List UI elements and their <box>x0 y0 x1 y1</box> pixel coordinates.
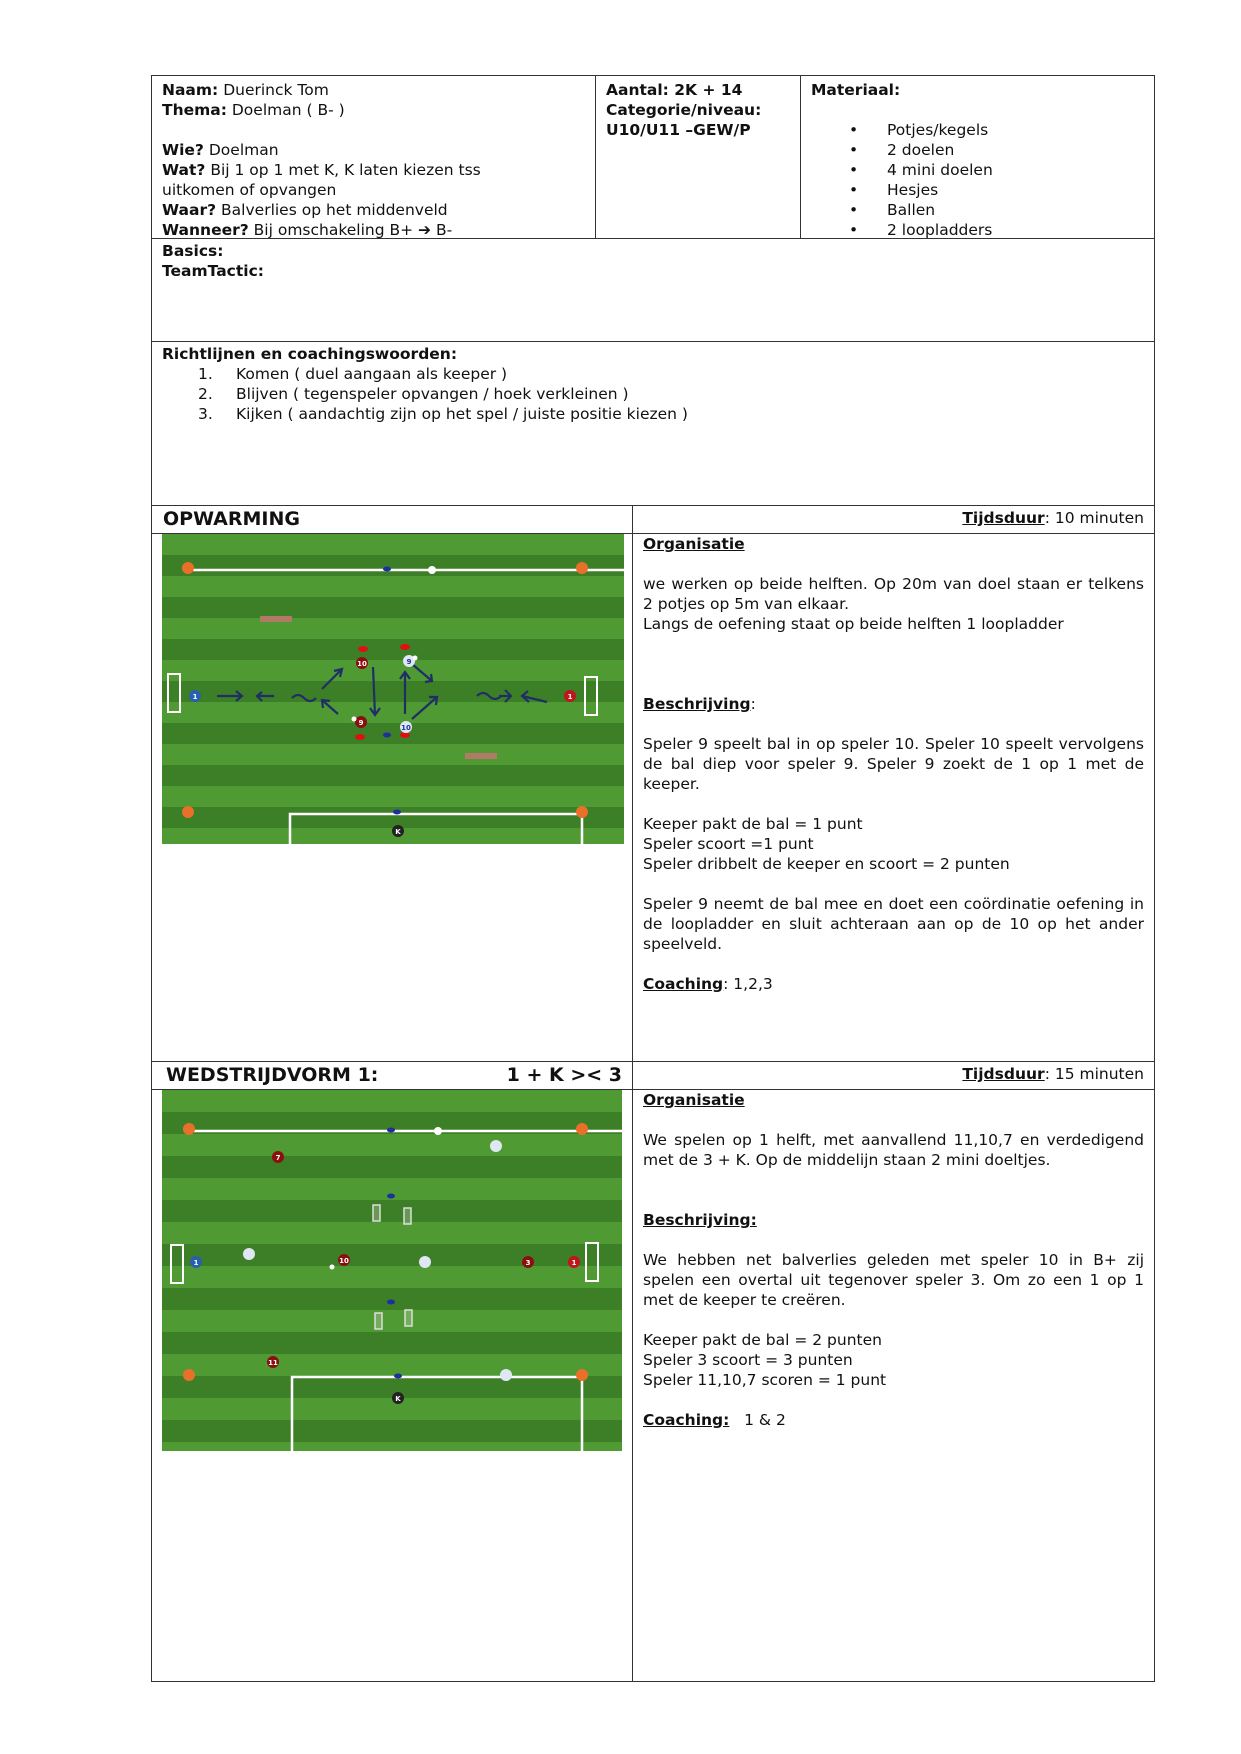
list-item: • Potjes/kegels <box>811 120 1144 140</box>
basics-label: Basics: <box>162 242 224 260</box>
punten-line: Speler dribbelt de keeper en scoort = 2 punten <box>643 855 1010 873</box>
materiaal-label: Materiaal: <box>811 81 901 99</box>
organisatie-text: we werken op beide helften. Op 20m van doel staan er telkens 2 potjes op 5m van elkaar. <box>643 575 1144 613</box>
tijdsduur-value: : 10 minuten <box>1044 509 1144 527</box>
keeper-blue-label: 1 <box>193 1259 199 1267</box>
beschrijving-text: We hebben net balverlies geleden met speler 10 in B+ zij spelen een overtal uit tegenover speler 3. Om zo een 1 op 1 met de keeper te creëren. <box>643 1251 1144 1309</box>
grass <box>162 534 624 844</box>
keeper-red-label: 1 <box>571 1259 577 1267</box>
wedstrijdvorm-subtitle: 1 + K >< 3 <box>506 1064 622 1086</box>
basics-section <box>151 238 1155 342</box>
header-info <box>151 75 596 239</box>
header-materiaal <box>800 75 1155 239</box>
wat-value: Bij 1 op 1 met K, K laten kiezen tss uitkomen of opvangen <box>162 161 481 199</box>
beschrijving-text: Speler 9 speelt bal in op speler 10. Speler 10 speelt vervolgens de bal diep voor speler 9. Speler 9 zoekt de 1 op 1 met de keeper. <box>643 735 1144 793</box>
list-item: 1. Komen ( duel aangaan als keeper ) <box>198 365 508 383</box>
naam-label: Naam: <box>162 81 219 99</box>
tijdsduur-label: Tijdsduur <box>962 509 1045 527</box>
wedstrijdvorm-diagram-cell <box>151 1089 633 1682</box>
pitch-diagram-2 <box>162 1090 622 1451</box>
organisatie-text-2: Langs de oefening staat op beide helften 1 loopladder <box>643 615 1064 633</box>
player-7-label: 7 <box>275 1154 281 1162</box>
richtlijnen-section <box>151 341 1155 506</box>
wedstrijdvorm-text <box>632 1089 1155 1682</box>
opwarming-title: OPWARMING <box>163 508 300 530</box>
ball-icon <box>330 1265 335 1270</box>
wanneer-value: Bij omschakeling B+ ➔ B- <box>253 221 453 239</box>
organisatie-label: Organisatie <box>643 1091 745 1109</box>
coaching-value: 1 & 2 <box>744 1411 786 1429</box>
thema-label: Thema: <box>162 101 227 119</box>
categorie: Categorie/niveau: <box>606 101 762 119</box>
player-10-label: 10 <box>357 660 367 668</box>
wie-value: Doelman <box>208 141 279 159</box>
coach-label: K <box>395 1395 401 1403</box>
punten-line: Keeper pakt de bal = 2 punten <box>643 1331 882 1349</box>
tijdsduur-label: Tijdsduur <box>962 1065 1045 1083</box>
materiaal-list <box>811 120 1144 240</box>
player-9-label: 9 <box>406 658 412 666</box>
wedstrijdvorm-title: WEDSTRIJDVORM 1: <box>166 1064 379 1086</box>
wanneer-label: Wanneer? <box>162 221 249 239</box>
beschrijving-label: Beschrijving <box>643 695 751 713</box>
player-10b-label: 10 <box>401 724 411 732</box>
pitch-diagram-1 <box>162 534 624 844</box>
extra-text: Speler 9 neemt de bal mee en doet een coördinatie oefening in de loopladder en sluit achteraan aan op de 10 op het ander speelveld. <box>643 895 1144 953</box>
list-item: 3. Kijken ( aandachtig zijn op het spel / juiste positie kiezen ) <box>198 405 688 423</box>
opwarming-tijdsduur <box>632 505 1155 534</box>
coach-label: K <box>395 828 401 836</box>
player-3-label: 3 <box>525 1259 531 1267</box>
player-11-label: 11 <box>268 1359 278 1367</box>
naam-value: Duerinck Tom <box>223 81 329 99</box>
wedstrijdvorm-title-cell <box>151 1061 633 1090</box>
grass <box>162 1090 622 1451</box>
opwarming-title-cell <box>151 505 633 534</box>
niveau: U10/U11 –GEW/P <box>606 121 751 139</box>
richtlijnen-title: Richtlijnen en coachingswoorden: <box>162 345 458 363</box>
coaching-label: Coaching <box>643 975 724 993</box>
list-item: • 4 mini doelen <box>811 160 1144 180</box>
richtlijnen-list <box>162 364 1144 424</box>
waar-label: Waar? <box>162 201 217 219</box>
keeper-blue-label: 1 <box>192 693 198 701</box>
header-aantal <box>595 75 801 239</box>
punten-line: Speler 11,10,7 scoren = 1 punt <box>643 1371 887 1389</box>
coaching-label: Coaching: <box>643 1411 730 1429</box>
player-9b-label: 9 <box>358 719 364 727</box>
opwarming-text: Organisatie we werken op beide helften. Op 20m van doel staan er telkens 2 potjes op 5m van elkaar. Langs de oefening staat op beide helften 1 loopladder Beschrijving: Speler 9 speelt bal in op speler 10. Speler 10 speelt vervolgens de bal diep voor speler 9. Speler 9 zoekt de 1 op 1 met de keeper. Keeper pakt de bal = 1 punt Speler scoort =1 punt Speler dribbelt de keeper en scoort = 2 punten Speler 9 neemt de bal mee en doet een coördinatie oefening in de loopladder en sluit achteraan aan op de 10 op het ander speelveld. Coaching: 1,2,3 <box>632 533 1155 1062</box>
wie-label: Wie? <box>162 141 204 159</box>
keeper-red-label: 1 <box>567 693 573 701</box>
opwarming-diagram-cell <box>151 533 633 1062</box>
punten-line: Keeper pakt de bal = 1 punt <box>643 815 863 833</box>
beschrijving-label: Beschrijving: <box>643 1211 757 1229</box>
list-item: • Ballen <box>811 200 1144 220</box>
punten-line: Speler 3 scoort = 3 punten <box>643 1351 853 1369</box>
punten-line: Speler scoort =1 punt <box>643 835 814 853</box>
player-10-label: 10 <box>339 1257 349 1265</box>
list-item: • 2 loopladders <box>811 220 1144 240</box>
waar-value: Balverlies op het middenveld <box>221 201 448 219</box>
wedstrijdvorm-tijdsduur <box>632 1061 1155 1090</box>
thema-value: Doelman ( B- ) <box>231 101 345 119</box>
coaching-value: : 1,2,3 <box>723 975 773 993</box>
tijdsduur-value: : 15 minuten <box>1044 1065 1144 1083</box>
aantal: Aantal: 2K + 14 <box>606 81 743 99</box>
wat-label: Wat? <box>162 161 206 179</box>
teamtactic-label: TeamTactic: <box>162 262 264 280</box>
list-item: • Hesjes <box>811 180 1144 200</box>
organisatie-label: Organisatie <box>643 535 745 553</box>
organisatie-text: We spelen op 1 helft, met aanvallend 11,10,7 en verdedigend met de 3 + K. Op de middelijn staan 2 mini doeltjes. <box>643 1131 1144 1169</box>
list-item: 2. Blijven ( tegenspeler opvangen / hoek verkleinen ) <box>198 385 629 403</box>
ball-icon <box>413 656 418 661</box>
list-item: • 2 doelen <box>811 140 1144 160</box>
ball-icon <box>352 717 357 722</box>
